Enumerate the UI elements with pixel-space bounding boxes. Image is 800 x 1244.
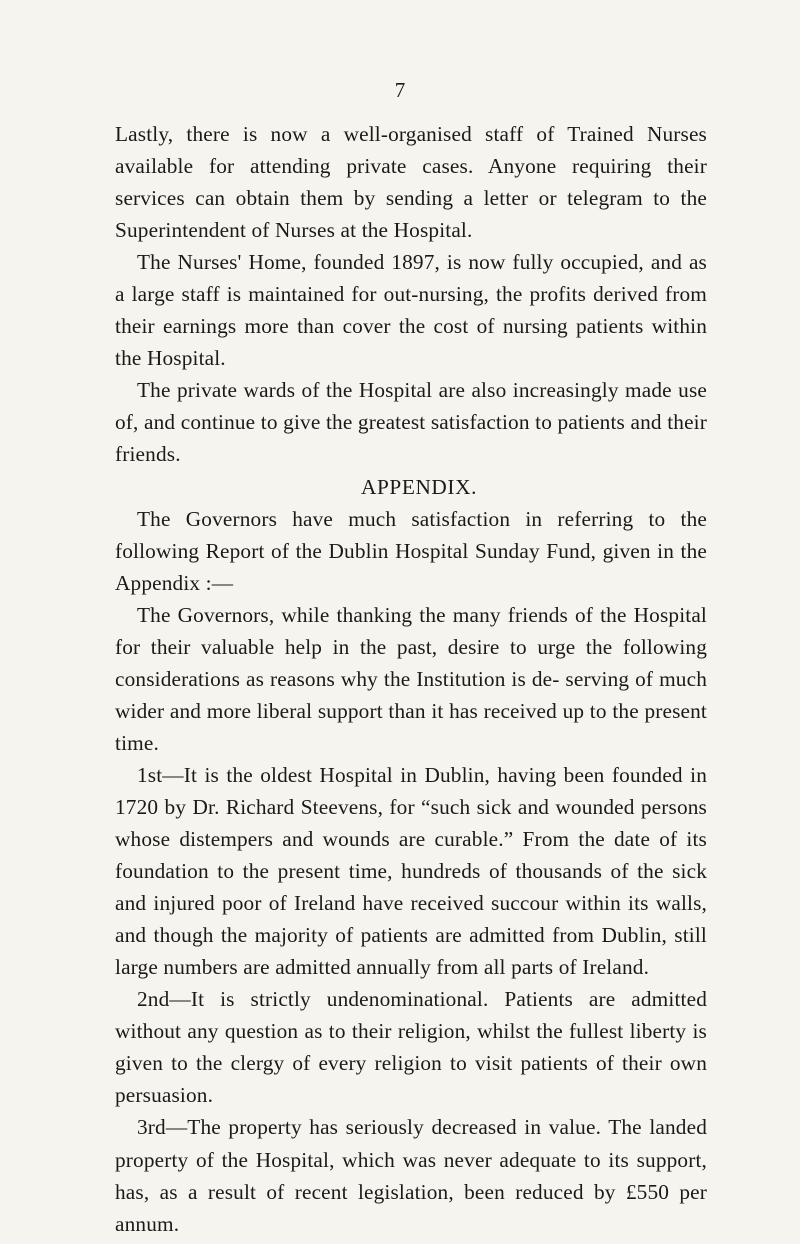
paragraph-private-wards: The private wards of the Hospital are also increasingly made use of, and continue to give the greatest satisfaction to patients and their friends. <box>115 378 707 467</box>
paragraph-trained-nurses: Lastly, there is now a well-organised staff of Trained Nurses available for attending private cases. Anyone requiring their services can obtain them by sending a letter or telegram to the Superintendent of Nurses at the Hospital. <box>115 122 707 243</box>
appendix-heading: APPENDIX. <box>360 474 478 499</box>
paragraph-nurses-home: The Nurses' Home, founded 1897, is now fully occupied, and as a large staff is maintained for out-nursing, the profits derived from their earnings more than cover the cost of nursing patients within the Hospital. <box>115 250 707 371</box>
paragraph-first-reason: 1st—It is the oldest Hospital in Dublin, having been founded in 1720 by Dr. Richard Steevens, for “such sick and wounded persons whose distempers and wounds are curable.” From the date of its foundation to the present time, hundreds of thousands of the sick and injured poor of Ireland have received succour within its walls, and though the majority of patients are admitted from Dublin, still large numbers are admitted annually from all parts of Ireland. <box>115 762 707 980</box>
paragraph-second-reason: 2nd—It is strictly undenominational. Patients are admitted without any question as to their religion, whilst the fullest liberty is given to the clergy of every religion to visit patients of their own persuasion. <box>115 987 707 1108</box>
body-text <box>115 118 707 1240</box>
paragraph-governors-report: The Governors have much satisfaction in referring to the following Report of the Dublin Hospital Sunday Fund, given in the Appendix :— <box>115 506 707 595</box>
paragraph-governors-thanks: The Governors, while thanking the many friends of the Hospital for their valuable help in the past, desire to urge the following considerations as reasons why the Institution is de- serving of much wider and more liberal support than it has received up to the present time. <box>115 602 707 755</box>
page-number: 7 <box>394 78 406 102</box>
paragraph-third-reason: 3rd—The property has seriously decreased in value. The landed property of the Hospital, which was never adequate to its support, has, as a result of recent legislation, been reduced by £550 per annum. <box>115 1115 707 1236</box>
